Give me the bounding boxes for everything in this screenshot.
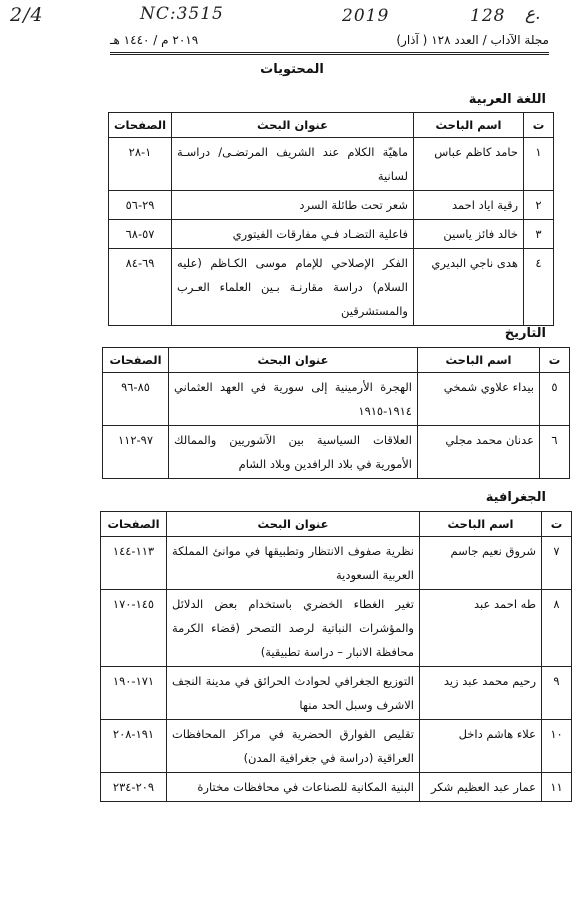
col-title-header: عنوان البحث bbox=[169, 348, 418, 373]
col-author-header: اسم الباحث bbox=[418, 348, 540, 373]
table-row bbox=[103, 426, 570, 479]
row-number: ٩ bbox=[542, 667, 572, 720]
contents-table bbox=[102, 347, 570, 479]
author-name: هدى ناجي البديري bbox=[414, 249, 524, 326]
paper-title: الفكر الإصلاحي للإمام موسى الكـاظم (عليه السلام) دراسة مقارنـة بـين العلماء العـرب والمستشرقين bbox=[172, 249, 414, 326]
col-title-header: عنوان البحث bbox=[172, 113, 414, 138]
handwritten-page-number: 2/4 bbox=[10, 4, 44, 26]
page-range: ٨٥-٩٦ bbox=[103, 373, 169, 426]
author-name: عدنان محمد مجلي bbox=[418, 426, 540, 479]
author-name: رحيم محمد عبد زيد bbox=[420, 667, 542, 720]
issue-date: ٢٠١٩ م / ١٤٤٠ هـ bbox=[110, 33, 199, 47]
author-name: رقية اياد احمد bbox=[414, 191, 524, 220]
paper-title: فاعلية التضـاد فـي مفارقات الفيتوري bbox=[172, 220, 414, 249]
section-title: الجغرافية bbox=[485, 490, 546, 505]
col-author-header: اسم الباحث bbox=[414, 113, 524, 138]
page-range: ١٩١-٢٠٨ bbox=[101, 720, 167, 773]
paper-title: الهجرة الأرمينية إلى سورية في العهد العثماني ١٩١٤-١٩١٥ bbox=[169, 373, 418, 426]
page-range: ١-٢٨ bbox=[109, 138, 172, 191]
row-number: ٨ bbox=[542, 590, 572, 667]
contents-table bbox=[100, 511, 572, 802]
col-num-header: ت bbox=[540, 348, 570, 373]
row-number: ٧ bbox=[542, 537, 572, 590]
row-number: ٣ bbox=[524, 220, 554, 249]
col-title-header: عنوان البحث bbox=[167, 512, 420, 537]
table-header-row bbox=[103, 348, 570, 373]
row-number: ١١ bbox=[542, 773, 572, 802]
table-row bbox=[101, 590, 572, 667]
table-row bbox=[109, 220, 554, 249]
col-author-header: اسم الباحث bbox=[420, 512, 542, 537]
paper-title: شعر تحت طائلة السرد bbox=[172, 191, 414, 220]
handwritten-issue: 128 bbox=[470, 6, 506, 26]
row-number: ١٠ bbox=[542, 720, 572, 773]
handwritten-call-number: NC:3515 bbox=[140, 4, 224, 24]
table-header-row bbox=[109, 113, 554, 138]
section-title: التاريخ bbox=[504, 326, 546, 341]
page-range: ٦٩-٨٤ bbox=[109, 249, 172, 326]
header-rule bbox=[110, 52, 549, 55]
contents-table bbox=[108, 112, 554, 326]
paper-title: تغير الغطاء الخضري باستخدام بعض الدلائل والمؤشرات النباتية لرصد التصحر (قضاء الكرمة محافظة الانبار – دراسة تطبيقية) bbox=[167, 590, 420, 667]
col-pages-header: الصفحات bbox=[103, 348, 169, 373]
table-row bbox=[103, 373, 570, 426]
row-number: ٢ bbox=[524, 191, 554, 220]
handwritten-letter: ع. bbox=[525, 4, 541, 24]
author-name: طه احمد عبد bbox=[420, 590, 542, 667]
page-range: ٩٧-١١٢ bbox=[103, 426, 169, 479]
row-number: ١ bbox=[524, 138, 554, 191]
page-range: ٢٩-٥٦ bbox=[109, 191, 172, 220]
author-name: حامد كاظم عباس bbox=[414, 138, 524, 191]
page-range: ١٤٥-١٧٠ bbox=[101, 590, 167, 667]
page-range: ٥٧-٦٨ bbox=[109, 220, 172, 249]
table-row bbox=[101, 667, 572, 720]
section-title: اللغة العربية bbox=[468, 92, 546, 107]
author-name: بيداء علاوي شمخي bbox=[418, 373, 540, 426]
table-row bbox=[101, 720, 572, 773]
paper-title: البنية المكانية للصناعات في محافظات مختارة bbox=[167, 773, 420, 802]
author-name: خالد فائز ياسين bbox=[414, 220, 524, 249]
row-number: ٤ bbox=[524, 249, 554, 326]
col-pages-header: الصفحات bbox=[101, 512, 167, 537]
page-range: ١١٣-١٤٤ bbox=[101, 537, 167, 590]
row-number: ٦ bbox=[540, 426, 570, 479]
page-title: المحتويات bbox=[260, 62, 324, 77]
table-row bbox=[101, 773, 572, 802]
row-number: ٥ bbox=[540, 373, 570, 426]
col-pages-header: الصفحات bbox=[109, 113, 172, 138]
paper-title: التوزيع الجغرافي لحوادث الحرائق في مدينة النجف الاشرف وسبل الحد منها bbox=[167, 667, 420, 720]
author-name: عمار عبد العظيم شكر bbox=[420, 773, 542, 802]
handwritten-year: 2019 bbox=[342, 6, 390, 26]
table-row bbox=[101, 537, 572, 590]
table-row bbox=[109, 138, 554, 191]
table-row bbox=[109, 249, 554, 326]
author-name: علاء هاشم داخل bbox=[420, 720, 542, 773]
paper-title: تقليص الفوارق الحضرية في مراكز المحافظات العراقية (دراسة في جغرافية المدن) bbox=[167, 720, 420, 773]
paper-title: نظرية صفوف الانتظار وتطبيقها في موانئ المملكة العربية السعودية bbox=[167, 537, 420, 590]
journal-name: مجلة الآداب / العدد ١٢٨ ( آذار) bbox=[396, 33, 549, 47]
table-header-row bbox=[101, 512, 572, 537]
col-num-header: ت bbox=[524, 113, 554, 138]
table-row bbox=[109, 191, 554, 220]
page-range: ١٧١-١٩٠ bbox=[101, 667, 167, 720]
running-header bbox=[110, 30, 549, 52]
col-num-header: ت bbox=[542, 512, 572, 537]
page-range: ٢٠٩-٢٣٤ bbox=[101, 773, 167, 802]
paper-title: ماهيّة الكلام عند الشريف المرتضـى/ دراسـة لسانية bbox=[172, 138, 414, 191]
paper-title: العلاقات السياسية بين الآشوريين والممالك الأمورية في بلاد الرافدين وبلاد الشام bbox=[169, 426, 418, 479]
author-name: شروق نعيم جاسم bbox=[420, 537, 542, 590]
